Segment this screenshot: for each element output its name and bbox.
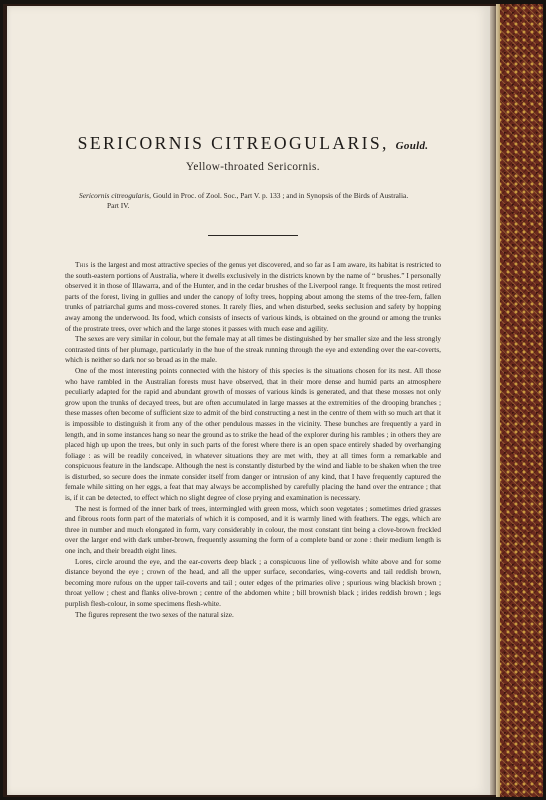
paragraph xyxy=(65,610,441,621)
paragraph-text: The figures represent the two sexes of the natural size. xyxy=(75,609,234,619)
paragraph-text: The sexes are very similar in colour, but the female may at all times be distinguished by her smaller size and the less strongly contrasted tints of her plumage, particularly in the hue of the streak running through the eye and extending over the ear-coverts, which is neither so dark nor so broad as in the male. xyxy=(65,334,441,365)
synonymy-citation xyxy=(65,191,441,211)
paragraph xyxy=(65,504,441,557)
paragraph-text: One of the most interesting points connected with the history of this species is the situations chosen for its nest. All those who have rambled in the Australian forests must have observed, that in their more dense and humid parts an atmosphere peculiarly adapted for the rapid and abundant growth of mosses of various kinds is generated, and that these mosses not only grow upon the trunks of decayed trees, but are often accumulated in large masses at the extremities of the drooping branches ; these masses often become of sufficient size to admit of the bird constructing a nest in the centre of them with so much art that it is impossible to distinguish it from any of the other pendulous masses in the vicinity. These bunches are frequently a yard in length, and in some instances hang so near the ground as to strike the head of the explorer during his rambles ; in others they are placed high up upon the trees, but only in such parts of the forest where there is an open space entirely shaded by overhanging foliage : as will be readily conceived, in whatever situations they are met with, they at all times form a remarkable and conspicuous feature in the landscape. Although the nest is constantly disturbed by the wind and liable to be shaken when the tree is disturbed, so secure does the inmate consider itself from danger or intrusion of any kind, that I have frequently captured the female while sitting on her eggs, a feat that may always be accomplished by carefully placing the hand over the entrance ; that is, if it can be detected, to effect which no slight degree of close prying and examination is necessary. xyxy=(65,365,441,503)
book-page xyxy=(7,6,490,795)
paragraph-lead-word: This xyxy=(75,260,89,269)
book xyxy=(3,4,543,797)
paragraph-text: is the largest and most attractive species of the genus yet discovered, and so far as I am aware, its habitat is restricted to the south-eastern portions of Australia, where it dwells exclusively in the districts known by the name of “ brushes.” I personally observed it in those of Illawarra, and of the Hunter, and in the cedar brushes of the Liverpool range. It frequents the most retired parts of the forest, living in gullies and under the canopy of lofty trees, hopping about among the stems of the tree-fern, fallen trunks of patriarchal gums and moss-covered stones. It rarely flies, and when disturbed, seeks seclusion and safety by hopping away among the underwood. Its food, which consists of insects of various kinds, is obtained on the ground or among the trunks of the prostrate trees, over which and the large stones it passes with much ease and agility. xyxy=(65,260,441,333)
marbled-page-edges xyxy=(496,4,543,797)
synonymy-reference: Gould in Proc. of Zool. Soc., Part V. p. 133 ; and in Synopsis of the Birds of Australia. xyxy=(152,191,409,200)
paragraph-text: The nest is formed of the inner bark of trees, intermingled with green moss, which soon vegetates ; sometimes dried grasses and fibrous roots form part of the materials of which it is composed, and it is warmly lined with feathers. The eggs, which are three in number and much elongated in form, vary considerably in colour, the most constant tint being a clove-brown freckled over the larger end with dark umber-brown, frequently assuming the form of a complete band or zone : their medium length is one inch, and their breadth eight lines. xyxy=(65,503,441,556)
paragraph-text: Lores, circle around the eye, and the ear-coverts deep black ; a conspicuous line of yellowish white above and for some distance beyond the eye ; crown of the head, and all the upper surface, secondaries, wing-coverts and tail reddish brown, becoming more rufous on the upper tail-coverts and tail ; outer edges of the primaries olive ; spurious wing blackish brown ; throat yellow ; chest and flanks olive-brown ; centre of the abdomen white ; bill brownish black ; irides reddish brown ; legs purplish flesh-colour, in some specimens flesh-white. xyxy=(65,556,441,608)
section-divider xyxy=(208,235,298,236)
paragraph xyxy=(65,557,441,610)
paragraph xyxy=(65,260,441,334)
species-name: SERICORNIS CITREOGULARIS, xyxy=(77,133,389,153)
page-content xyxy=(65,133,441,620)
species-author: Gould. xyxy=(395,140,429,152)
common-name: Yellow-throated Sericornis. xyxy=(186,161,320,173)
paragraph xyxy=(65,366,441,504)
body-text xyxy=(65,260,441,620)
page-title xyxy=(65,133,441,154)
synonymy-species: Sericornis citreogularis, xyxy=(79,191,151,200)
paragraph xyxy=(65,334,441,366)
synonymy-part: Part IV. xyxy=(107,201,130,210)
